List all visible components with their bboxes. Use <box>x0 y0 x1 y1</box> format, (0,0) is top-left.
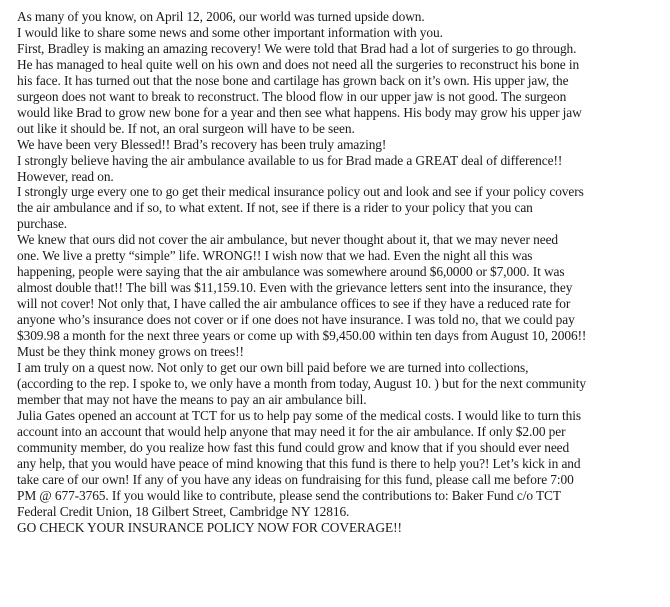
letter-line: First, Bradley is making an amazing recovery! We were told that Brad had a lot of surgeries to go through. <box>17 40 577 56</box>
letter-line: He has managed to heal quite well on his own and does not need all the surgeries to reconstruct his bone in <box>17 56 580 72</box>
letter-line: his face. It has turned out that the nose bone and cartilage has grown back on it’s own. His upper jaw, the <box>17 72 569 88</box>
closing-line: GO CHECK YOUR INSURANCE POLICY NOW FOR COVERAGE!! <box>17 519 402 535</box>
letter-line: I strongly urge every one to go get their medical insurance policy out and look and see if your policy covers <box>17 184 584 200</box>
letter-line: out like it should be. If not, an oral surgeon will have to be seen. <box>17 120 355 136</box>
letter-line: anyone who’s insurance does not cover or if one does not have insurance. I was told no, that we could pay <box>17 312 575 328</box>
letter-line: happening, people were saying that the air ambulance was somewhere around $6,0000 or $7,000. It was <box>17 264 565 280</box>
letter-line: Federal Credit Union, 18 Gilbert Street, Cambridge NY 12816. <box>17 503 350 519</box>
letter-line: any help, that you would have peace of mind knowing that this fund is there to help you?! Let’s kick in and <box>17 455 581 471</box>
letter-line: I am truly on a quest now. Not only to get our own bill paid before we are turned into collections, <box>17 359 529 375</box>
letter-line: community member, do you realize how fast this fund could grow and know that if you should ever need <box>17 439 570 455</box>
letter-line: surgeon does not want to break to reconstruct. The blood flow in our upper jaw is not good. The surgeon <box>17 88 567 104</box>
letter-line: PM @ 677-3765. If you would like to contribute, please send the contributions to: Baker Fund c/o TCT <box>17 487 561 503</box>
letter-body <box>17 9 657 535</box>
letter-line: member that may not have the means to pay an air ambulance bill. <box>17 391 367 407</box>
letter-line: (according to the rep. I spoke to, we only have a month from today, August 10. ) but for the next community <box>17 375 586 391</box>
letter-line: will not cover! Not only that, I have called the air ambulance offices to see if they have a reduced rate for <box>17 296 571 312</box>
letter-line: purchase. <box>17 216 68 232</box>
letter-line: I strongly believe having the air ambulance available to us for Brad made a GREAT deal of difference!! <box>17 152 563 168</box>
letter-line: As many of you know, on April 12, 2006, our world was turned upside down. <box>17 9 425 24</box>
letter-line: However, read on. <box>17 168 114 184</box>
letter-line: one. We live a pretty “simple” life. WRONG!! I wish now that we had. Even the night all this was <box>17 248 533 264</box>
letter-line: I would like to share some news and some other important information with you. <box>17 24 443 40</box>
letter-line: We have been very Blessed!! Brad’s recovery has been truly amazing! <box>17 136 387 152</box>
letter-line: would like Brad to grow new bone for a year and then see what happens. His body may grow his upper jaw <box>17 104 582 120</box>
letter-line: We knew that ours did not cover the air ambulance, but never thought about it, that we may never need <box>17 232 559 248</box>
letter-line: Must be they think money grows on trees!! <box>17 344 244 360</box>
letter-line: Julia Gates opened an account at TCT for us to help pay some of the medical costs. I would like to turn this <box>17 407 582 423</box>
letter-line: take care of our own! If any of you have any ideas on fundraising for this fund, please call me before 7:00 <box>17 471 574 487</box>
letter-line: almost double that!! The bill was $11,159.10. Even with the grievance letters sent into the insurance, they <box>17 280 573 296</box>
letter-line: account into an account that would help anyone that may need it for the air ambulance. If only $2.00 per <box>17 423 566 439</box>
letter-line: $309.98 a month for the next three years or come up with $9,450.00 within ten days from August 10, 2006!! <box>17 328 587 344</box>
letter-line: the air ambulance and if so, to what extent. If not, see if there is a rider to your policy that you can <box>17 200 533 216</box>
